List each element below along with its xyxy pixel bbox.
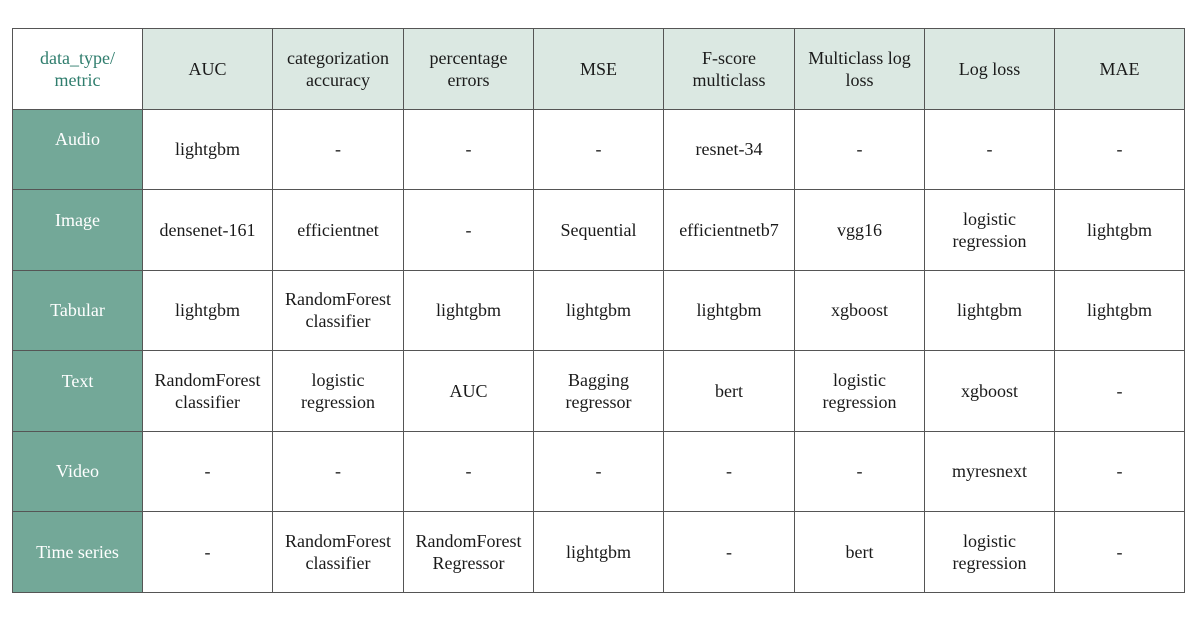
table-cell: - (404, 190, 534, 271)
table-cell: xgboost (925, 351, 1055, 432)
table-cell: - (1055, 109, 1185, 190)
table-row (13, 109, 1185, 190)
row-header (13, 351, 143, 432)
table-cell: logistic regression (925, 190, 1055, 271)
corner-line-2: metric (54, 69, 101, 90)
table-cell: - (143, 512, 273, 593)
table-cell: - (925, 109, 1055, 190)
table-cell: lightgbm (1055, 270, 1185, 351)
table-cell: vgg16 (795, 190, 925, 271)
results-table-container (12, 28, 1185, 593)
table-cell: lightgbm (404, 270, 534, 351)
row-header-label: Image (55, 209, 100, 230)
column-header: F-score multiclass (664, 29, 795, 110)
table-row (13, 190, 1185, 271)
table-cell: RandomForest Regressor (404, 512, 534, 593)
table-cell: efficientnet (273, 190, 404, 271)
table-cell: lightgbm (1055, 190, 1185, 271)
row-header-label: Tabular (50, 300, 105, 321)
row-header (13, 190, 143, 271)
table-cell: AUC (404, 351, 534, 432)
table-cell: lightgbm (143, 109, 273, 190)
header-row (13, 29, 1185, 110)
table-cell: logistic regression (273, 351, 404, 432)
table-cell: - (143, 431, 273, 512)
table-cell: logistic regression (925, 512, 1055, 593)
column-header: Multiclass log loss (795, 29, 925, 110)
table-cell: - (1055, 351, 1185, 432)
table-cell: myresnext (925, 431, 1055, 512)
table-cell: logistic regression (795, 351, 925, 432)
row-header (13, 431, 143, 512)
table-cell: resnet-34 (664, 109, 795, 190)
row-header-label: Time series (36, 541, 119, 562)
row-header (13, 270, 143, 351)
table-cell: - (1055, 512, 1185, 593)
row-header (13, 109, 143, 190)
table-cell: lightgbm (534, 270, 664, 351)
table-cell: lightgbm (534, 512, 664, 593)
table-cell: - (404, 431, 534, 512)
table-cell: - (273, 109, 404, 190)
table-row (13, 270, 1185, 351)
row-header (13, 512, 143, 593)
table-cell: - (664, 431, 795, 512)
table-row (13, 512, 1185, 593)
table-cell: - (273, 431, 404, 512)
table-cell: - (795, 431, 925, 512)
table-cell: - (664, 512, 795, 593)
table-cell: - (795, 109, 925, 190)
table-row (13, 351, 1185, 432)
table-cell: lightgbm (143, 270, 273, 351)
table-cell: bert (795, 512, 925, 593)
table-cell: densenet-161 (143, 190, 273, 271)
table-cell: Sequential (534, 190, 664, 271)
table-cell: Bagging regressor (534, 351, 664, 432)
row-header-label: Video (56, 461, 99, 482)
table-cell: lightgbm (664, 270, 795, 351)
table-row (13, 431, 1185, 512)
column-header: percentage errors (404, 29, 534, 110)
column-header: MAE (1055, 29, 1185, 110)
table-cell: efficientnetb7 (664, 190, 795, 271)
column-header: Log loss (925, 29, 1055, 110)
table-cell: - (534, 109, 664, 190)
row-header-label: Text (61, 370, 94, 391)
table-cell: - (1055, 431, 1185, 512)
results-table (12, 28, 1185, 593)
table-cell: RandomForest classifier (143, 351, 273, 432)
corner-line-1: data_type/ (40, 47, 115, 68)
column-header: categorization accuracy (273, 29, 404, 110)
table-cell: - (404, 109, 534, 190)
table-cell: RandomForest classifier (273, 270, 404, 351)
table-cell: lightgbm (925, 270, 1055, 351)
corner-header (13, 29, 143, 110)
column-header: AUC (143, 29, 273, 110)
column-header: MSE (534, 29, 664, 110)
table-cell: bert (664, 351, 795, 432)
table-cell: RandomForest classifier (273, 512, 404, 593)
row-header-label: Audio (55, 129, 100, 150)
table-cell: - (534, 431, 664, 512)
table-cell: xgboost (795, 270, 925, 351)
